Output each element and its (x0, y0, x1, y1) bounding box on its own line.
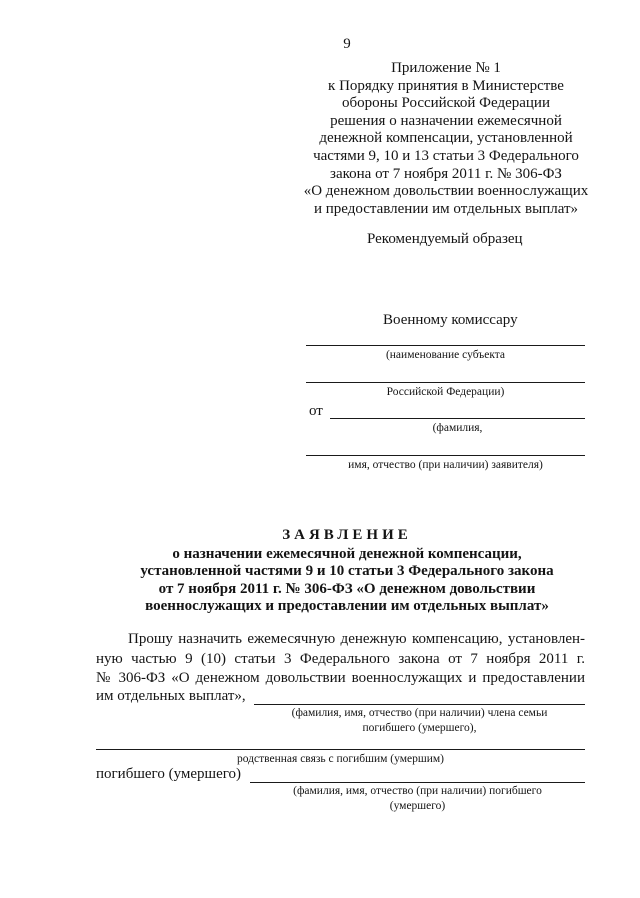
federation-field-line (306, 382, 585, 383)
body-line: Прошу назначить ежемесячную денежную компенсацию, установлен- (128, 631, 585, 647)
appendix-header (296, 60, 596, 218)
appendix-line: решения о назначении ежемесячной (330, 112, 562, 129)
subject-caption: (наименование субъекта (385, 349, 506, 361)
surname-field-line (330, 418, 585, 419)
appendix-line: «О денежном довольствии военнослужащих (303, 183, 589, 200)
subject-line: военнослужащих и предоставлении им отдельных выплат» (145, 598, 549, 615)
family-member-caption: погибшего (умершего), (362, 722, 477, 734)
appendix-line: обороны Российской Федерации (341, 95, 550, 112)
document-title: ЗАЯВЛЕНИЕ (282, 527, 412, 543)
surname-caption: (фамилия, (432, 422, 483, 434)
deceased-field-line (250, 782, 585, 783)
page-number: 9 (343, 36, 351, 52)
federation-caption: Российской Федерации) (386, 386, 505, 398)
relation-caption: родственная связь с погибшим (умершим) (237, 753, 444, 765)
addressee-title: Военному комиссару (383, 312, 518, 328)
subject-line: о назначении ежемесячной денежной компенсации, (172, 546, 522, 562)
subject-line: от 7 ноября 2011 г. № 306-ФЗ «О денежном довольствии (158, 580, 536, 597)
document-subject (100, 546, 594, 616)
body-line: № 306-ФЗ «О денежном довольствии военнослужащих и предоставлении (96, 670, 585, 686)
name-caption: имя, отчество (при наличии) заявителя) (348, 459, 543, 471)
appendix-line: денежной компенсации, установленной (319, 130, 573, 147)
deceased-caption: (умершего) (389, 800, 446, 812)
subject-field-line (306, 345, 585, 346)
from-label: от (309, 403, 323, 419)
appendix-line: Приложение № 1 (391, 60, 501, 76)
family-member-field-line (254, 704, 585, 705)
sample-note: Рекомендуемый образец (367, 231, 523, 247)
deceased-caption: (фамилия, имя, отчество (при наличии) погибшего (293, 785, 542, 797)
appendix-line: закона от 7 ноября 2011 г. № 306-ФЗ (330, 165, 562, 182)
body-line: ную частью 9 (10) статьи 3 Федерального закона от 7 ноября 2011 г. (96, 651, 585, 667)
appendix-line: частями 9, 10 и 13 статьи 3 Федерального (313, 147, 579, 164)
appendix-line: и предоставлении им отдельных выплат» (313, 200, 579, 217)
name-field-line (306, 455, 585, 456)
body-line: им отдельных выплат», (96, 688, 246, 704)
deceased-label: погибшего (умершего) (96, 766, 242, 782)
family-member-caption: (фамилия, имя, отчество (при наличии) члена семьи (291, 707, 548, 719)
appendix-line: к Порядку принятия в Министерстве (328, 77, 564, 94)
relation-field-line (96, 749, 585, 750)
subject-line: установленной частями 9 и 10 статьи 3 Федерального закона (140, 563, 554, 580)
